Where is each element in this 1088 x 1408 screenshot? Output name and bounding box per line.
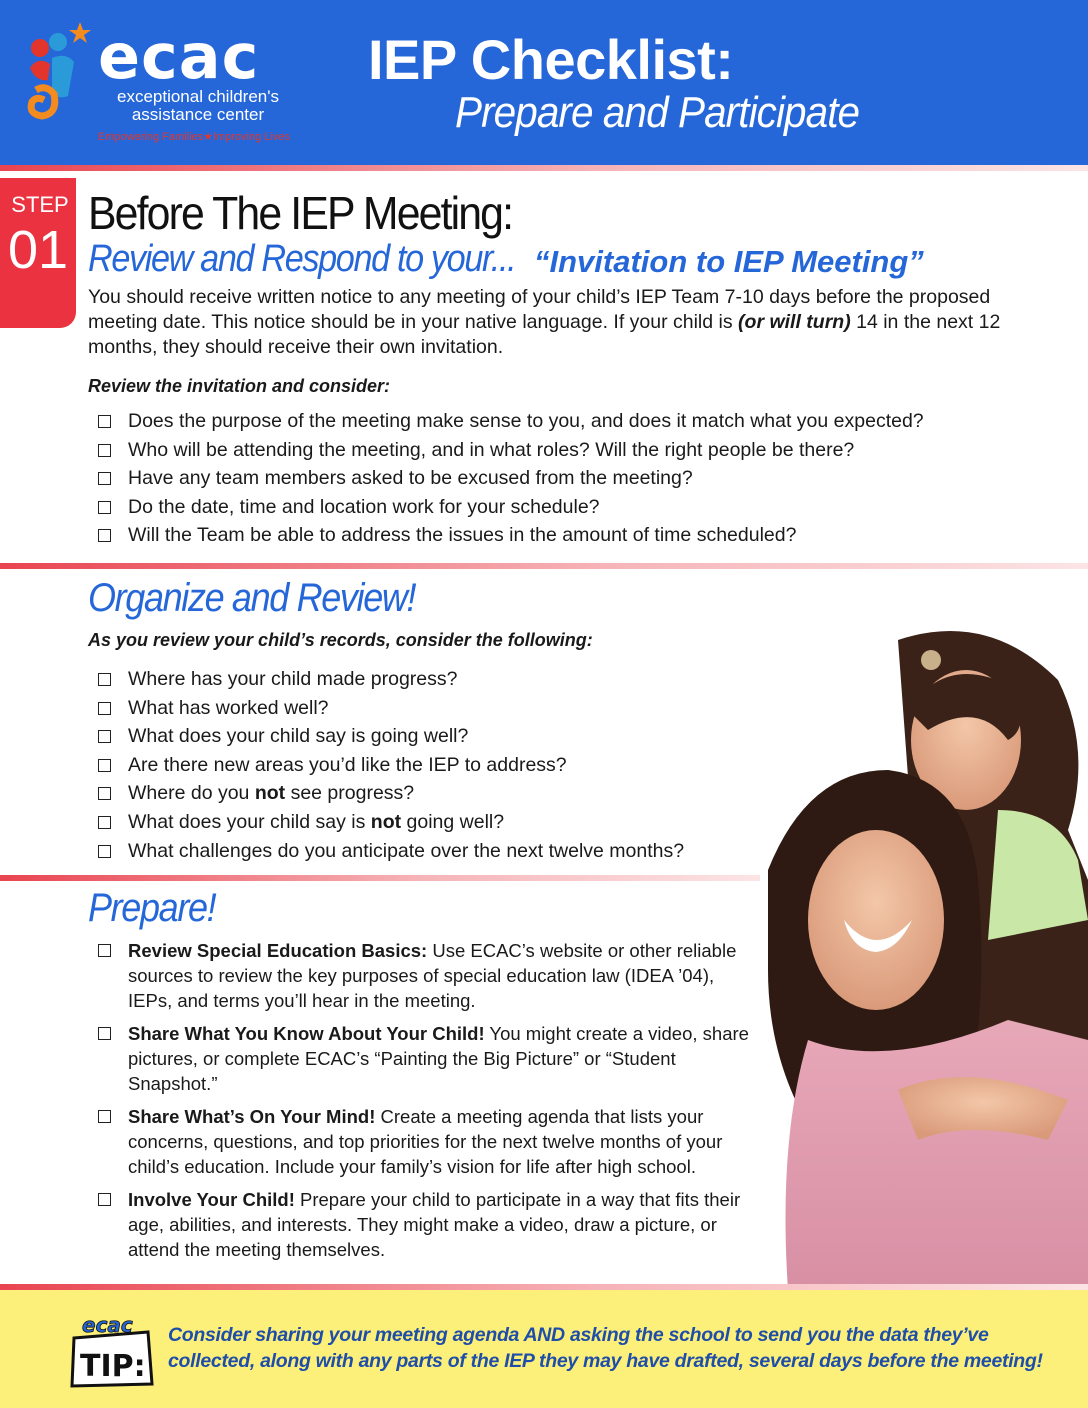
- tip-text: Consider sharing your meeting agenda AND asking the school to send you the data they’ve collected, along with any parts of the IEP they may have drafted, several days before the meeting!: [168, 1324, 1043, 1372]
- prepare-item-heading: Involve Your Child!: [128, 1189, 295, 1210]
- checklist-item-text: Where has your child made progress?: [128, 668, 458, 690]
- checklist-item: [98, 407, 924, 436]
- checkbox-icon[interactable]: [98, 816, 111, 829]
- prepare-item: [98, 938, 758, 1013]
- checklist-item-emphasis: not: [370, 810, 402, 833]
- intro-text-1: You should receive written notice to any meeting of your child’s IEP Team 7-10 days before the proposed meeting date. This notice should be in your native language. If your child is: [88, 286, 991, 333]
- checkbox-icon[interactable]: [98, 444, 111, 457]
- section-subtitle-before: [88, 238, 924, 281]
- checklist-item-text: What does your child say is going well?: [128, 725, 469, 748]
- checklist-item-text: What has worked well?: [128, 696, 329, 719]
- prepare-item-text: Create a meeting agenda that lists your concerns, questions, and top priorities for the next twelve months of your child’s education. Include your family’s vision for life after high school.: [128, 1106, 723, 1177]
- checklist-item-text: Have any team members asked to be excused from the meeting?: [128, 467, 693, 490]
- page-title: IEP Checklist:: [368, 28, 734, 91]
- step-number: 01: [7, 220, 69, 280]
- prepare-item: [98, 1187, 758, 1262]
- checkbox-icon[interactable]: [98, 1193, 111, 1206]
- divider: [0, 563, 1088, 569]
- checkbox-icon[interactable]: [98, 501, 111, 514]
- checklist-item-text: Do the date, time and location work for your schedule?: [128, 495, 600, 518]
- checklist-item: [98, 493, 924, 522]
- logo-line-1: exceptional children's: [116, 87, 279, 106]
- section-title-before: Before The IEP Meeting:: [88, 187, 513, 239]
- checklist-item-text-end: going well?: [401, 810, 505, 833]
- checklist-item: [98, 521, 924, 550]
- logo-org-name: [88, 88, 308, 124]
- mother-daughter-photo: [748, 620, 1088, 1290]
- checklist-item: [98, 665, 684, 694]
- intro-emphasis: (or will turn): [738, 311, 851, 333]
- checkbox-icon[interactable]: [98, 845, 111, 858]
- intro-paragraph: [88, 285, 1048, 360]
- checkbox-icon[interactable]: [98, 415, 111, 428]
- divider: [0, 875, 760, 881]
- checkbox-icon[interactable]: [98, 472, 111, 485]
- checklist-item: [98, 808, 684, 837]
- ecac-figures-icon: [18, 18, 98, 128]
- checkbox-icon[interactable]: [98, 787, 111, 800]
- review-checklist: [98, 407, 924, 550]
- step-badge: [0, 178, 76, 328]
- prepare-item-heading: Share What You Know About Your Child!: [128, 1023, 485, 1044]
- checklist-item-text: Where do you: [128, 782, 255, 805]
- prepare-item: [98, 1104, 758, 1179]
- checklist-item-text: Are there new areas you’d like the IEP to address?: [128, 753, 567, 776]
- tip-badge-bottom: TIP:: [80, 1349, 146, 1384]
- checkbox-icon[interactable]: [98, 529, 111, 542]
- organize-lead: As you review your child’s records, consider the following:: [88, 630, 593, 650]
- ecac-tip-badge: [68, 1312, 154, 1388]
- checklist-item-text: What does your child say is: [128, 810, 371, 833]
- checklist-item: [98, 779, 684, 808]
- checklist-item: [98, 464, 924, 493]
- checklist-item-text: Will the Team be able to address the issues in the amount of time scheduled?: [128, 524, 797, 547]
- tip-banner: [0, 1290, 1088, 1408]
- page-header: [0, 0, 1088, 165]
- subtitle-review: Review and Respond to your...: [88, 238, 516, 280]
- checkbox-icon[interactable]: [98, 673, 111, 686]
- checklist-item-text-end: see progress?: [285, 782, 415, 805]
- organize-checklist: [98, 665, 684, 865]
- checkbox-icon[interactable]: [98, 702, 111, 715]
- checkbox-icon[interactable]: [98, 1027, 111, 1040]
- page-subtitle: Prepare and Participate: [455, 88, 860, 137]
- checklist-item-emphasis: not: [254, 782, 286, 805]
- prepare-item-heading: Review Special Education Basics:: [128, 940, 428, 961]
- checklist-item-text: Who will be attending the meeting, and in what roles? Will the right people be there?: [128, 438, 855, 461]
- prepare-item-text: You might create a video, share pictures, or complete ECAC’s “Painting the Big Picture” or “Student Snapshot.”: [128, 1023, 749, 1094]
- logo-line-2: assistance center: [131, 105, 265, 124]
- review-lead: Review the invitation and consider:: [88, 376, 391, 396]
- checkbox-icon[interactable]: [98, 1110, 111, 1123]
- checkbox-icon[interactable]: [98, 759, 111, 772]
- section-title-organize: Organize and Review!: [88, 576, 416, 620]
- checklist-item: [98, 722, 684, 751]
- divider: [0, 165, 1088, 171]
- checklist-item: [98, 694, 684, 723]
- checklist-item-text: Does the purpose of the meeting make sense to you, and does it match what you expected?: [128, 410, 924, 432]
- subtitle-invitation: “Invitation to IEP Meeting”: [534, 244, 924, 279]
- checklist-item: [98, 751, 684, 780]
- tip-badge-top: ecac: [82, 1313, 133, 1337]
- checklist-item-text: What challenges do you anticipate over the next twelve months?: [128, 839, 685, 862]
- intro-text-2: 14 in the next 12 months, they should receive their own invitation.: [88, 311, 1001, 358]
- prepare-item-heading: Share What’s On Your Mind!: [128, 1106, 376, 1127]
- section-title-prepare: Prepare!: [88, 886, 216, 930]
- checklist-item: [98, 837, 684, 866]
- step-label: STEP: [11, 192, 69, 217]
- checkbox-icon[interactable]: [98, 730, 111, 743]
- checkbox-icon[interactable]: [98, 944, 111, 957]
- prepare-item-text: Prepare your child to participate in a way that fits their age, abilities, and interests. They might make a video, draw a picture, or attend the meeting themselves.: [128, 1189, 741, 1260]
- checklist-item: [98, 436, 924, 465]
- prepare-item: [98, 1021, 758, 1096]
- prepare-item-text: Use ECAC’s website or other reliable sources to review the key purposes of special education law (IDEA ’04), IEPs, and terms you’ll hear in the meeting.: [128, 940, 737, 1011]
- ecac-logo: [18, 18, 308, 148]
- logo-tagline: Empowering Families★Improving Lives: [98, 131, 291, 143]
- logo-wordmark: ecac: [98, 20, 260, 93]
- prepare-checklist: [98, 938, 758, 1270]
